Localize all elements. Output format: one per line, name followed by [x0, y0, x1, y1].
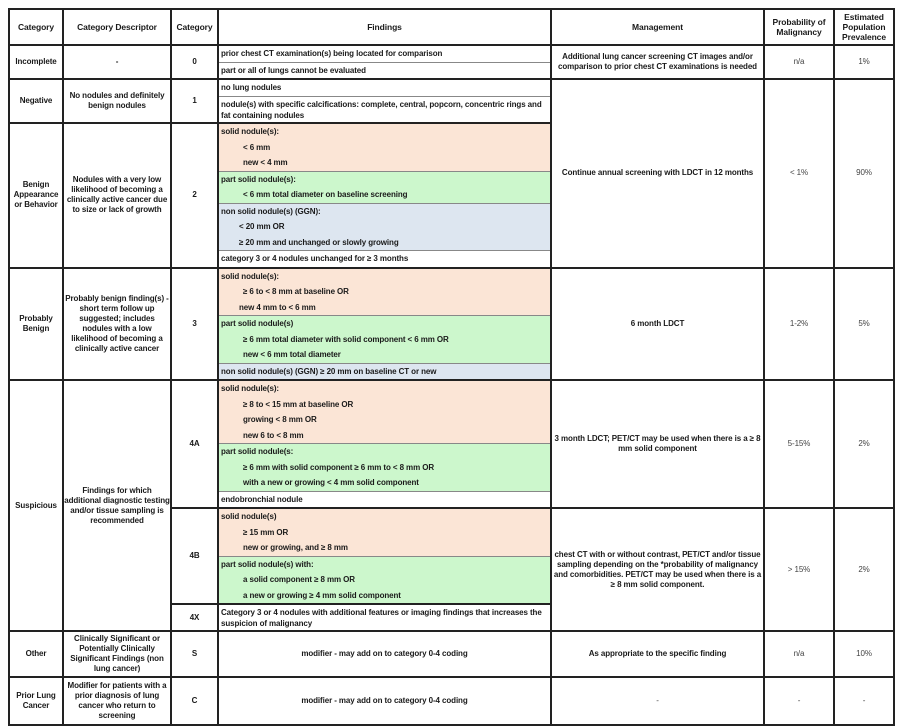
- probability-cell: -: [764, 677, 834, 725]
- finding-line: new or growing, and ≥ 8 mm: [243, 543, 348, 552]
- category-cell: Negative: [9, 79, 63, 123]
- row-other: [9, 631, 894, 677]
- descriptor-cell: Findings for which additional diagnostic testing and/or tissue sampling is recommended: [63, 380, 171, 631]
- finding-line: part solid nodule(s) with:: [221, 559, 314, 569]
- finding-line: solid nodule(s): [221, 512, 277, 521]
- finding-line: a new or growing ≥ 4 mm solid component: [243, 590, 401, 600]
- row-suspicious-4a: [9, 380, 894, 508]
- code-cell: 4X: [171, 604, 218, 631]
- prevalence-cell: 90%: [834, 79, 894, 268]
- finding-line: < 6 mm: [243, 142, 271, 152]
- prevalence-cell: 1%: [834, 45, 894, 79]
- finding-group-plain: [219, 97, 550, 122]
- findings-cell: [218, 508, 551, 604]
- findings-cell: [218, 268, 551, 381]
- finding-line: non solid nodule(s) (GGN) ≥ 20 mm on baseline CT or new: [221, 366, 437, 376]
- finding-line: < 20 mm OR: [239, 222, 285, 231]
- row-prior-lung-cancer: [9, 677, 894, 725]
- finding-line: new 4 mm to < 6 mm: [239, 302, 316, 312]
- finding-group-solid: [219, 269, 550, 317]
- probability-cell: > 15%: [764, 508, 834, 631]
- category-cell: Incomplete: [9, 45, 63, 79]
- finding-line: non solid nodule(s) (GGN):: [221, 206, 321, 216]
- finding-group-part: [219, 172, 550, 204]
- code-cell: 2: [171, 123, 218, 268]
- management-cell: -: [551, 677, 764, 725]
- category-cell: Suspicious: [9, 380, 63, 631]
- management-cell: Continue annual screening with LDCT in 12 months: [551, 79, 764, 268]
- code-cell: S: [171, 631, 218, 677]
- finding-line: part solid nodule(s):: [221, 174, 296, 184]
- category-cell: Other: [9, 631, 63, 677]
- category-cell: Probably Benign: [9, 268, 63, 381]
- finding-line: no lung nodules: [221, 83, 282, 92]
- prevalence-cell: 10%: [834, 631, 894, 677]
- header-findings: Findings: [218, 9, 551, 45]
- descriptor-cell: Clinically Significant or Potentially Clinically Significant Findings (non lung cancer): [63, 631, 171, 677]
- finding-group-part: [219, 444, 550, 492]
- finding-group-plain: [219, 80, 550, 97]
- finding-group-plain: [219, 46, 550, 63]
- probability-cell: n/a: [764, 631, 834, 677]
- finding-line: ≥ 15 mm OR: [243, 527, 289, 537]
- finding-line: endobronchial nodule: [221, 494, 303, 504]
- category-cell: Prior Lung Cancer: [9, 677, 63, 725]
- header-probability: Probability of Malignancy: [764, 9, 834, 45]
- header-category-code: Category: [171, 9, 218, 45]
- finding-line: part solid nodule(s): [221, 319, 294, 328]
- probability-cell: < 1%: [764, 79, 834, 268]
- finding-line: prior chest CT examination(s) being located for comparison: [221, 49, 443, 58]
- row-probably-benign: [9, 268, 894, 381]
- finding-line: solid nodule(s):: [221, 384, 279, 393]
- row-incomplete: [9, 45, 894, 79]
- finding-group-plain: [219, 492, 550, 508]
- management-cell: As appropriate to the specific finding: [551, 631, 764, 677]
- probability-cell: 5-15%: [764, 380, 834, 508]
- prevalence-cell: 2%: [834, 380, 894, 508]
- finding-line: ≥ 20 mm and unchanged or slowly growing: [239, 237, 399, 247]
- management-cell: 3 month LDCT; PET/CT may be used when there is a ≥ 8 mm solid component: [551, 380, 764, 508]
- finding-group-plain: [219, 605, 550, 630]
- finding-line: ≥ 8 to < 15 mm at baseline OR: [243, 399, 354, 409]
- prevalence-cell: 2%: [834, 508, 894, 631]
- finding-group-solid: [219, 509, 550, 557]
- header-prevalence: Estimated Population Prevalence: [834, 9, 894, 45]
- code-cell: 3: [171, 268, 218, 381]
- code-cell: C: [171, 677, 218, 725]
- lung-rads-table: [8, 8, 895, 726]
- finding-line: Category 3 or 4 nodules with additional features or imaging findings that increases the suspicion of malignancy: [221, 608, 542, 628]
- finding-group-plain: [219, 63, 550, 79]
- findings-cell: [218, 79, 551, 123]
- finding-line: growing < 8 mm OR: [243, 415, 317, 424]
- finding-line: ≥ 6 mm with solid component ≥ 6 mm to < 8 mm OR: [243, 462, 434, 472]
- category-cell: Benign Appearance or Behavior: [9, 123, 63, 268]
- finding-group-non: [219, 364, 550, 380]
- finding-line: with a new or growing < 4 mm solid component: [243, 478, 419, 487]
- code-cell: 0: [171, 45, 218, 79]
- finding-line: a solid component ≥ 8 mm OR: [243, 575, 355, 584]
- findings-cell: [218, 123, 551, 268]
- finding-line: nodule(s) with specific calcifications: complete, central, popcorn, concentric rings and fat containing nodules: [221, 99, 542, 120]
- finding-line: part or all of lungs cannot be evaluated: [221, 65, 366, 75]
- findings-cell: [218, 380, 551, 508]
- finding-line: solid nodule(s):: [221, 271, 279, 281]
- finding-group-plain: [219, 251, 550, 267]
- finding-group-part: [219, 316, 550, 364]
- header-category: Category: [9, 9, 63, 45]
- findings-cell: [218, 604, 551, 631]
- descriptor-cell: Probably benign finding(s) - short term follow up suggested; includes nodules with a low likelihood of becoming a clinically active cancer: [63, 268, 171, 381]
- finding-line: ≥ 6 mm total diameter with solid component < 6 mm OR: [243, 334, 449, 344]
- management-cell: chest CT with or without contrast, PET/CT and/or tissue sampling depending on the *probability of malignancy and comorbidities. PET/CT may be used when there is a ≥ 8 mm solid component.: [551, 508, 764, 631]
- header-row: [9, 9, 894, 45]
- descriptor-cell: Modifier for patients with a prior diagnosis of lung cancer who return to screening: [63, 677, 171, 725]
- prevalence-cell: -: [834, 677, 894, 725]
- findings-cell: modifier - may add on to category 0-4 coding: [218, 677, 551, 725]
- probability-cell: n/a: [764, 45, 834, 79]
- prevalence-cell: 5%: [834, 268, 894, 381]
- code-cell: 1: [171, 79, 218, 123]
- header-management: Management: [551, 9, 764, 45]
- management-cell: Additional lung cancer screening CT images and/or comparison to prior chest CT examinations is needed: [551, 45, 764, 79]
- code-cell: 4A: [171, 380, 218, 508]
- row-negative: [9, 79, 894, 123]
- descriptor-cell: -: [63, 45, 171, 79]
- finding-line: solid nodule(s):: [221, 127, 279, 136]
- descriptor-cell: Nodules with a very low likelihood of becoming a clinically active cancer due to size or lack of growth: [63, 123, 171, 268]
- management-cell: 6 month LDCT: [551, 268, 764, 381]
- probability-cell: 1-2%: [764, 268, 834, 381]
- code-cell: 4B: [171, 508, 218, 604]
- finding-line: new < 6 mm total diameter: [243, 350, 341, 359]
- finding-line: new < 4 mm: [243, 158, 288, 167]
- finding-line: new 6 to < 8 mm: [243, 430, 304, 440]
- finding-line: part solid nodule(s:: [221, 447, 294, 456]
- finding-line: ≥ 6 to < 8 mm at baseline OR: [243, 287, 349, 296]
- finding-group-solid: [219, 124, 550, 172]
- finding-group-non: [219, 204, 550, 252]
- finding-line: < 6 mm total diameter on baseline screening: [243, 190, 408, 199]
- header-category-descriptor: Category Descriptor: [63, 9, 171, 45]
- findings-cell: modifier - may add on to category 0-4 coding: [218, 631, 551, 677]
- findings-cell: [218, 45, 551, 79]
- finding-group-part: [219, 557, 550, 604]
- finding-line: category 3 or 4 nodules unchanged for ≥ 3 months: [221, 254, 409, 263]
- finding-group-solid: [219, 381, 550, 444]
- descriptor-cell: No nodules and definitely benign nodules: [63, 79, 171, 123]
